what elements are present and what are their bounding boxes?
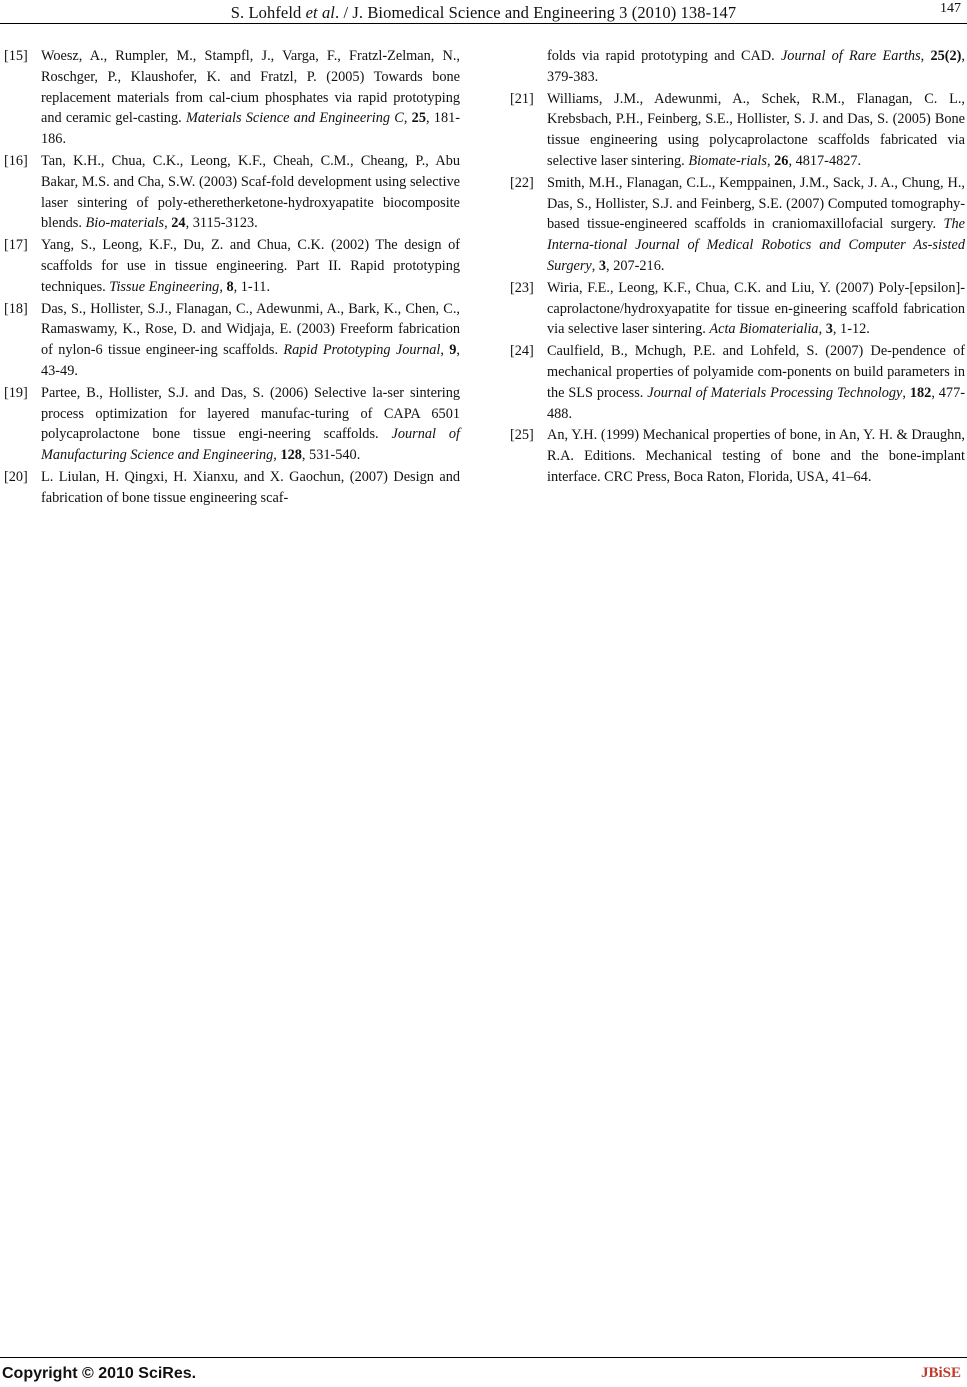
reference-body xyxy=(547,341,965,424)
reference-journal: Tissue Engineering xyxy=(109,278,220,295)
reference-volume: 3 xyxy=(825,321,833,338)
reference-separator: , xyxy=(902,384,910,401)
reference-pages: , 181-186. xyxy=(41,110,460,148)
reference-volume: 26 xyxy=(774,152,789,169)
copyright-notice: Copyright © 2010 SciRes. xyxy=(2,1365,197,1382)
reference-volume: 3 xyxy=(598,257,607,274)
reference-journal: The Interna-tional Journal of Medical Robotics and Computer As-sisted Surgery xyxy=(547,216,965,274)
reference-body xyxy=(41,46,460,150)
reference-text: Wiria, F.E., Leong, K.F., Chua, C.K. and Liu, Y. (2007) Poly-[epsilon]-caprolactone/hydroxyapatite for tissue en-gineering scaffold fabrication via selective laser sintering. xyxy=(547,279,965,338)
reference-number: [17] xyxy=(4,237,28,254)
reference-number: [20] xyxy=(4,468,28,485)
reference-number: [19] xyxy=(4,384,28,401)
reference-pages: , 1-12. xyxy=(832,321,870,338)
reference-text: Woesz, A., Rumpler, M., Stampfl, J., Varga, F., Fratzl-Zelman, N., Roschger, P., Klaushofer, K. and Fratzl, P. (2005) Towards bone replacement materials from cal-cium phosphates via rapid prototyping and ceramic gel-casting. xyxy=(41,48,460,127)
reference-body xyxy=(41,235,460,297)
header-rule xyxy=(0,23,967,24)
reference-body xyxy=(547,89,965,172)
reference-body xyxy=(41,467,460,509)
reference-entry xyxy=(4,383,460,466)
references-right-column xyxy=(510,46,965,489)
reference-body xyxy=(41,151,460,234)
reference-number: [24] xyxy=(510,343,534,360)
reference-volume: 24 xyxy=(171,215,186,232)
reference-entry xyxy=(4,151,460,234)
reference-pages: , 3115-3123. xyxy=(185,215,258,232)
reference-body xyxy=(547,425,965,487)
header-journal-citation: . / J. Biomedical Science and Engineering 3 (2010) 138-147 xyxy=(335,3,737,22)
references-left-column xyxy=(4,46,460,510)
reference-journal: Journal of Rare Earths xyxy=(780,48,921,64)
reference-pages: , 207-216. xyxy=(606,257,665,274)
running-header xyxy=(0,0,967,26)
reference-number: [22] xyxy=(510,174,534,191)
journal-abbreviation: JBiSE xyxy=(920,1365,961,1381)
page-number: 147 xyxy=(940,1,961,16)
reference-entry xyxy=(4,299,460,382)
reference-text: Williams, J.M., Adewunmi, A., Schek, R.M., Flanagan, C. L., Krebsbach, P.H., Feinberg, S.E., Hollister, S. J. and Das, S. (2005) Bone tissue engineering using polycaprolactone scaffolds fabricated via selective laser sintering. xyxy=(547,90,965,169)
header-et-al: et al xyxy=(305,3,335,22)
reference-pages: , 43-49. xyxy=(41,342,460,379)
footer-rule xyxy=(0,1357,967,1358)
reference-text: Yang, S., Leong, K.F., Du, Z. and Chua, C.K. (2002) The design of scaffolds for use in tissue engineering. Part II. Rapid prototyping techniques. xyxy=(41,237,460,295)
reference-continuation xyxy=(510,46,965,88)
reference-text: Tan, K.H., Chua, C.K., Leong, K.F., Cheah, C.M., Cheang, P., Abu Bakar, M.S. and Cha, S.W. (2003) Scaf-fold development using selective laser sintering of poly-etheretherketone-hydroxyapatite biocomposite blends. xyxy=(41,152,460,232)
reference-volume: 128 xyxy=(280,447,302,464)
reference-entry xyxy=(510,425,965,487)
reference-pages: , 379-383. xyxy=(547,48,965,85)
reference-journal: Biomate-rials xyxy=(688,152,767,169)
reference-journal: Rapid Prototyping Journal xyxy=(283,342,441,359)
reference-text: Das, S., Hollister, S.J., Flanagan, C., Adewunmi, A., Bark, K., Chen, C., Ramaswamy, K., Rose, D. and Widjaja, E. (2003) Freeform fabrication of nylon-6 tissue engineer-ing scaffolds. xyxy=(41,300,460,359)
reference-pages: , 4817-4827. xyxy=(788,152,862,169)
reference-number: [25] xyxy=(510,427,534,444)
reference-entry xyxy=(4,467,460,509)
reference-journal: Journal of Manufacturing Science and Engineering xyxy=(41,426,461,464)
reference-volume: 8 xyxy=(226,278,234,295)
reference-number: [23] xyxy=(510,279,534,296)
reference-journal: Bio-materials xyxy=(85,215,165,232)
reference-pages: , 1-11. xyxy=(233,278,271,295)
reference-number: [21] xyxy=(510,90,534,107)
reference-separator: , xyxy=(920,48,931,64)
reference-separator: , xyxy=(766,152,775,169)
reference-volume: 25 xyxy=(411,110,426,127)
reference-entry xyxy=(4,235,460,297)
reference-separator: , xyxy=(219,278,227,295)
reference-text: Partee, B., Hollister, S.J. and Das, S. (2006) Selective la-ser sintering process optimization for layered manufac-turing of CAPA 6501 polycaprolactone bone tissue engi-neering scaffolds. xyxy=(41,384,460,443)
reference-text: folds via rapid prototyping and CAD. xyxy=(547,48,781,64)
reference-journal: Journal of Materials Processing Technology xyxy=(647,384,903,401)
reference-pages: , 477-488. xyxy=(547,384,965,422)
reference-body xyxy=(547,173,965,277)
reference-separator: , xyxy=(164,215,172,232)
reference-separator: , xyxy=(273,447,281,464)
reference-body xyxy=(41,383,460,466)
reference-volume: 182 xyxy=(909,384,932,401)
reference-number: [16] xyxy=(4,152,28,169)
reference-text: Caulfield, B., Mchugh, P.E. and Lohfeld, S. (2007) De-pendence of mechanical properties of polyamide com-ponents on build parameters in the SLS process. xyxy=(547,343,965,401)
reference-volume: 25(2) xyxy=(930,48,962,64)
reference-entry xyxy=(4,46,460,150)
reference-text: An, Y.H. (1999) Mechanical properties of bone, in An, Y. H. & Draughn, R.A. Editions. Mechanical testing of bone and the bone-implant interface. CRC Press, Boca Raton, Florida, USA, 41–64. xyxy=(547,427,965,485)
reference-number: [18] xyxy=(4,300,28,317)
reference-entry xyxy=(510,173,965,277)
reference-volume: 9 xyxy=(449,342,457,359)
header-authors: S. Lohfeld xyxy=(230,3,306,22)
reference-entry xyxy=(510,89,965,172)
reference-number: [15] xyxy=(4,48,28,64)
reference-entry xyxy=(510,341,965,424)
reference-separator: , xyxy=(440,342,450,359)
reference-pages: , 531-540. xyxy=(301,447,361,464)
reference-separator: , xyxy=(591,257,599,274)
reference-separator: , xyxy=(403,110,412,127)
reference-journal: Acta Biomaterialia xyxy=(709,321,819,338)
running-header-title xyxy=(0,3,967,23)
reference-separator: , xyxy=(818,321,826,338)
reference-journal: Materials Science and Engineering C xyxy=(185,110,404,127)
reference-body xyxy=(41,299,460,382)
reference-body xyxy=(547,278,965,340)
reference-text: Smith, M.H., Flanagan, C.L., Kemppainen, J.M., Sack, J. A., Chung, H., Das, S., Hollister, S.J. and Feinberg, S.E. (2007) Computed tomography-based tissue-engineered scaffolds in craniomaxillofacial surgery. xyxy=(547,174,965,233)
reference-entry xyxy=(510,278,965,340)
reference-text: L. Liulan, H. Qingxi, H. Xianxu, and X. Gaochun, (2007) Design and fabrication of bone tissue engineering scaf- xyxy=(41,468,460,506)
